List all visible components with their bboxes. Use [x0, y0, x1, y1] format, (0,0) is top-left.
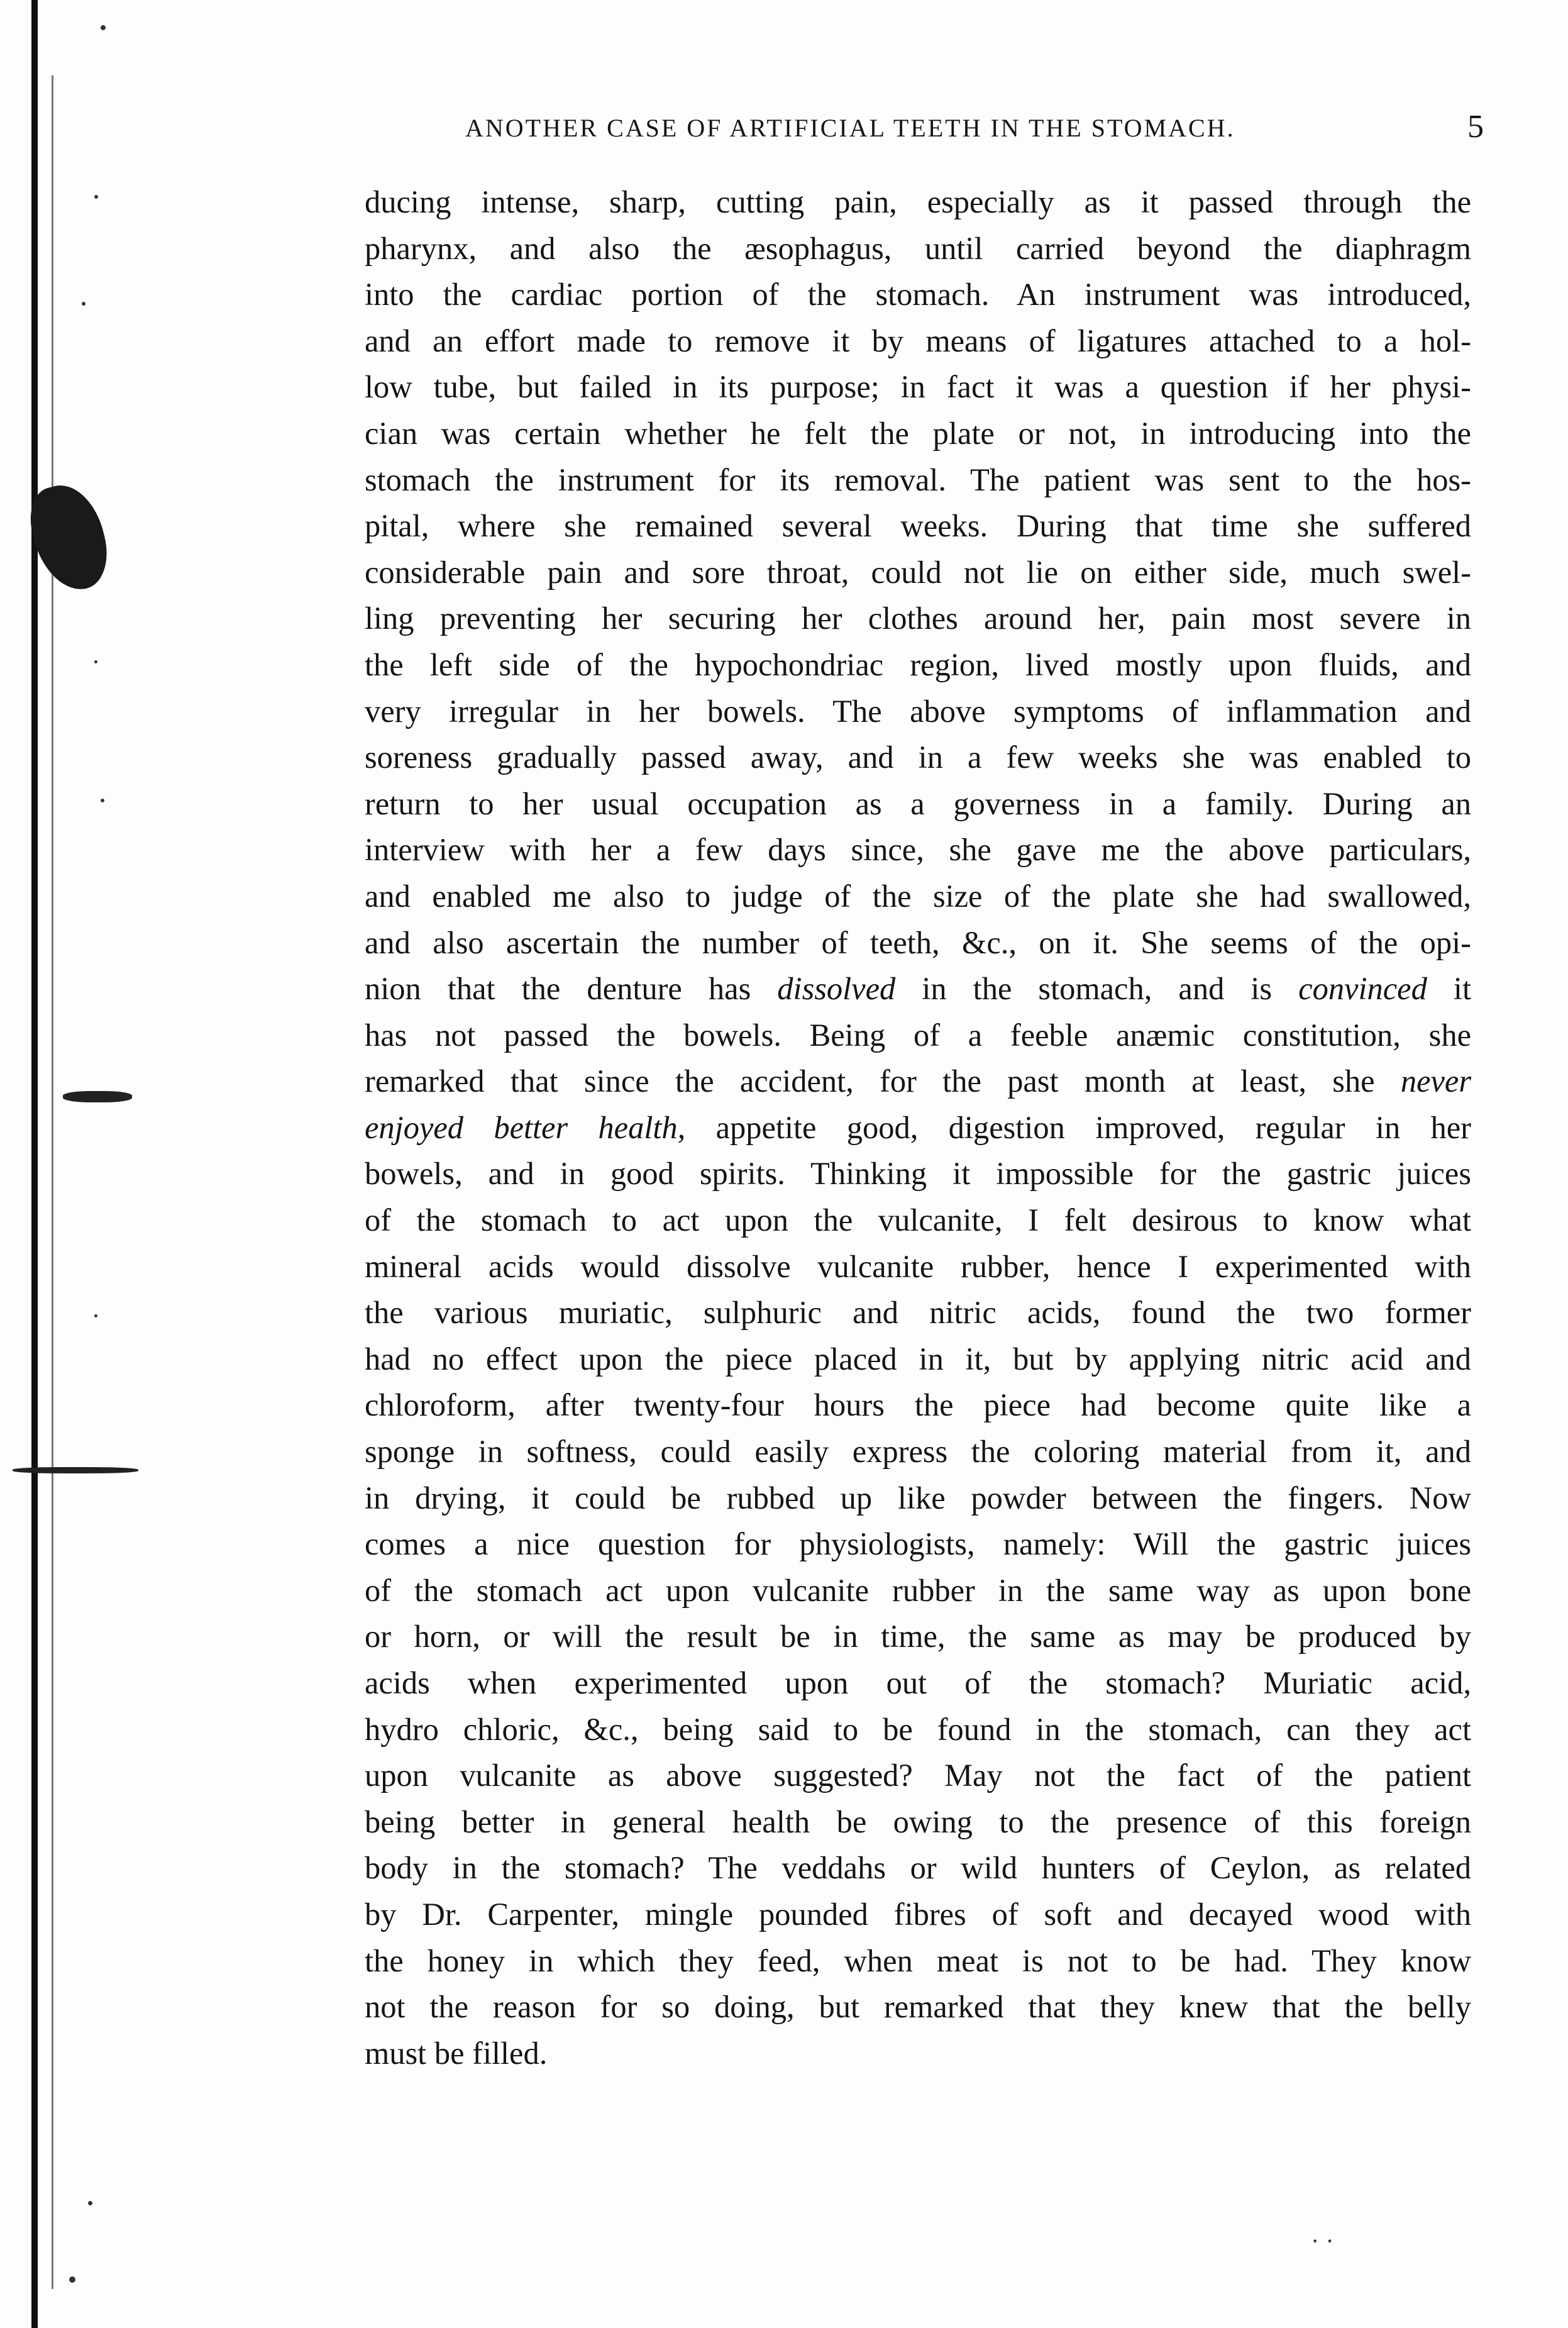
- ink-mark-artifact: [13, 1467, 138, 1473]
- text-line: [365, 966, 1471, 1012]
- text-line: soreness gradually passed away, and in a few weeks she was enabled to: [365, 740, 1471, 775]
- scan-speck: [69, 2276, 75, 2283]
- footer-dots: · ·: [1311, 2227, 1334, 2255]
- text-line: ling preventing her securing her clothes around her, pain most severe in: [365, 601, 1471, 636]
- scan-speck: [88, 2201, 92, 2205]
- scan-speck: [94, 195, 98, 199]
- binding-shadow-line: [52, 75, 53, 2289]
- text-line: bowels, and in good spirits. Thinking it impossible for the gastric juices: [365, 1156, 1471, 1192]
- text-run: nion that the denture has: [365, 971, 778, 1007]
- scan-speck: [101, 25, 106, 30]
- text-line: not the reason for so doing, but remarked that they knew that the belly: [365, 1989, 1471, 2025]
- ink-mark-artifact: [63, 1091, 132, 1102]
- text-run: in the stomach, and is: [895, 971, 1299, 1007]
- text-line: cian was certain whether he felt the plate or not, in introducing into the: [365, 415, 1471, 451]
- scan-speck: [82, 302, 86, 306]
- text-line: of the stomach to act upon the vulcanite, I felt desirous to know what: [365, 1202, 1471, 1238]
- text-line: and enabled me also to judge of the size of the plate she had swallowed,: [365, 878, 1471, 914]
- text-line: upon vulcanite as above suggested? May not the fact of the patient: [365, 1758, 1471, 1793]
- text-line: return to her usual occupation as a governess in a family. During an: [365, 785, 1471, 821]
- text-line: acids when experimented upon out of the stomach? Muriatic acid,: [365, 1665, 1471, 1700]
- text-line: [365, 1058, 1471, 1105]
- scan-speck: [94, 1314, 97, 1317]
- body-text: [365, 179, 1471, 2076]
- text-line: ducing intense, sharp, cutting pain, especially as it passed through the: [365, 184, 1471, 219]
- text-line: considerable pain and sore throat, could not lie on either side, much swel-: [365, 554, 1471, 590]
- text-line: sponge in softness, could easily express the coloring material from it, and: [365, 1434, 1471, 1470]
- text-line: interview with her a few days since, she gave me the above particulars,: [365, 832, 1471, 868]
- text-line: pital, where she remained several weeks. During that time she suffered: [365, 508, 1471, 544]
- text-line: in drying, it could be rubbed up like powder between the fingers. Now: [365, 1480, 1471, 1516]
- text-line: and also ascertain the number of teeth, &c., on it. She seems of the opi-: [365, 924, 1471, 960]
- text-line: chloroform, after twenty-four hours the piece had become quite like a: [365, 1387, 1471, 1423]
- text-line: the honey in which they feed, when meat is not to be had. They know: [365, 1943, 1471, 1978]
- text-line: stomach the instrument for its removal. The patient was sent to the hos-: [365, 462, 1471, 497]
- text-line: by Dr. Carpenter, mingle pounded fibres of soft and decayed wood with: [365, 1896, 1471, 1932]
- text-run: appetite good, digestion improved, regular in her: [685, 1109, 1471, 1145]
- text-line: must be filled.: [365, 2035, 548, 2071]
- italic-word-never: never: [1400, 1063, 1471, 1099]
- binding-edge-rule: [31, 0, 38, 2328]
- text-line: or horn, or will the result be in time, the same as may be produced by: [365, 1619, 1471, 1655]
- scan-speck: [94, 660, 97, 663]
- scan-speck: [101, 799, 104, 802]
- text-line: comes a nice question for physiologists, namely: Will the gastric juices: [365, 1526, 1471, 1562]
- text-line: of the stomach act upon vulcanite rubber in the same way as upon bone: [365, 1572, 1471, 1608]
- italic-word-convinced: convinced: [1298, 971, 1427, 1007]
- text-line: very irregular in her bowels. The above symptoms of inflammation and: [365, 693, 1471, 729]
- text-line: pharynx, and also the æsophagus, until carried beyond the diaphragm: [365, 230, 1471, 266]
- text-run: it: [1427, 971, 1471, 1007]
- text-line: and an effort made to remove it by means of ligatures attached to a hol-: [365, 323, 1471, 358]
- page-number: 5: [1467, 109, 1484, 145]
- text-line: [365, 1105, 1471, 1151]
- text-line: the various muriatic, sulphuric and nitric acids, found the two former: [365, 1295, 1471, 1331]
- text-line: body in the stomach? The veddahs or wild hunters of Ceylon, as related: [365, 1850, 1471, 1886]
- italic-word-dissolved: dissolved: [777, 971, 896, 1007]
- text-line: hydro chloric, &c., being said to be found in the stomach, can they act: [365, 1711, 1471, 1747]
- text-line: being better in general health be owing to the presence of this foreign: [365, 1804, 1471, 1839]
- text-line: had no effect upon the piece placed in it, but by applying nitric acid and: [365, 1341, 1471, 1377]
- text-run: remarked that since the accident, for the past month at least, she: [365, 1063, 1401, 1099]
- text-line: the left side of the hypochondriac region, lived mostly upon fluids, and: [365, 646, 1471, 682]
- page-header: [465, 109, 1484, 151]
- text-line: has not passed the bowels. Being of a feeble anæmic constitution, she: [365, 1017, 1471, 1053]
- text-line: into the cardiac portion of the stomach. An instrument was introduced,: [365, 277, 1471, 313]
- text-line: mineral acids would dissolve vulcanite rubber, hence I experimented with: [365, 1248, 1471, 1284]
- running-head: ANOTHER CASE OF ARTIFICIAL TEETH IN THE STOMACH.: [465, 114, 1235, 142]
- text-line: low tube, but failed in its purpose; in fact it was a question if her physi-: [365, 369, 1471, 405]
- italic-phrase-enjoyed-better-health: enjoyed better health,: [365, 1109, 686, 1145]
